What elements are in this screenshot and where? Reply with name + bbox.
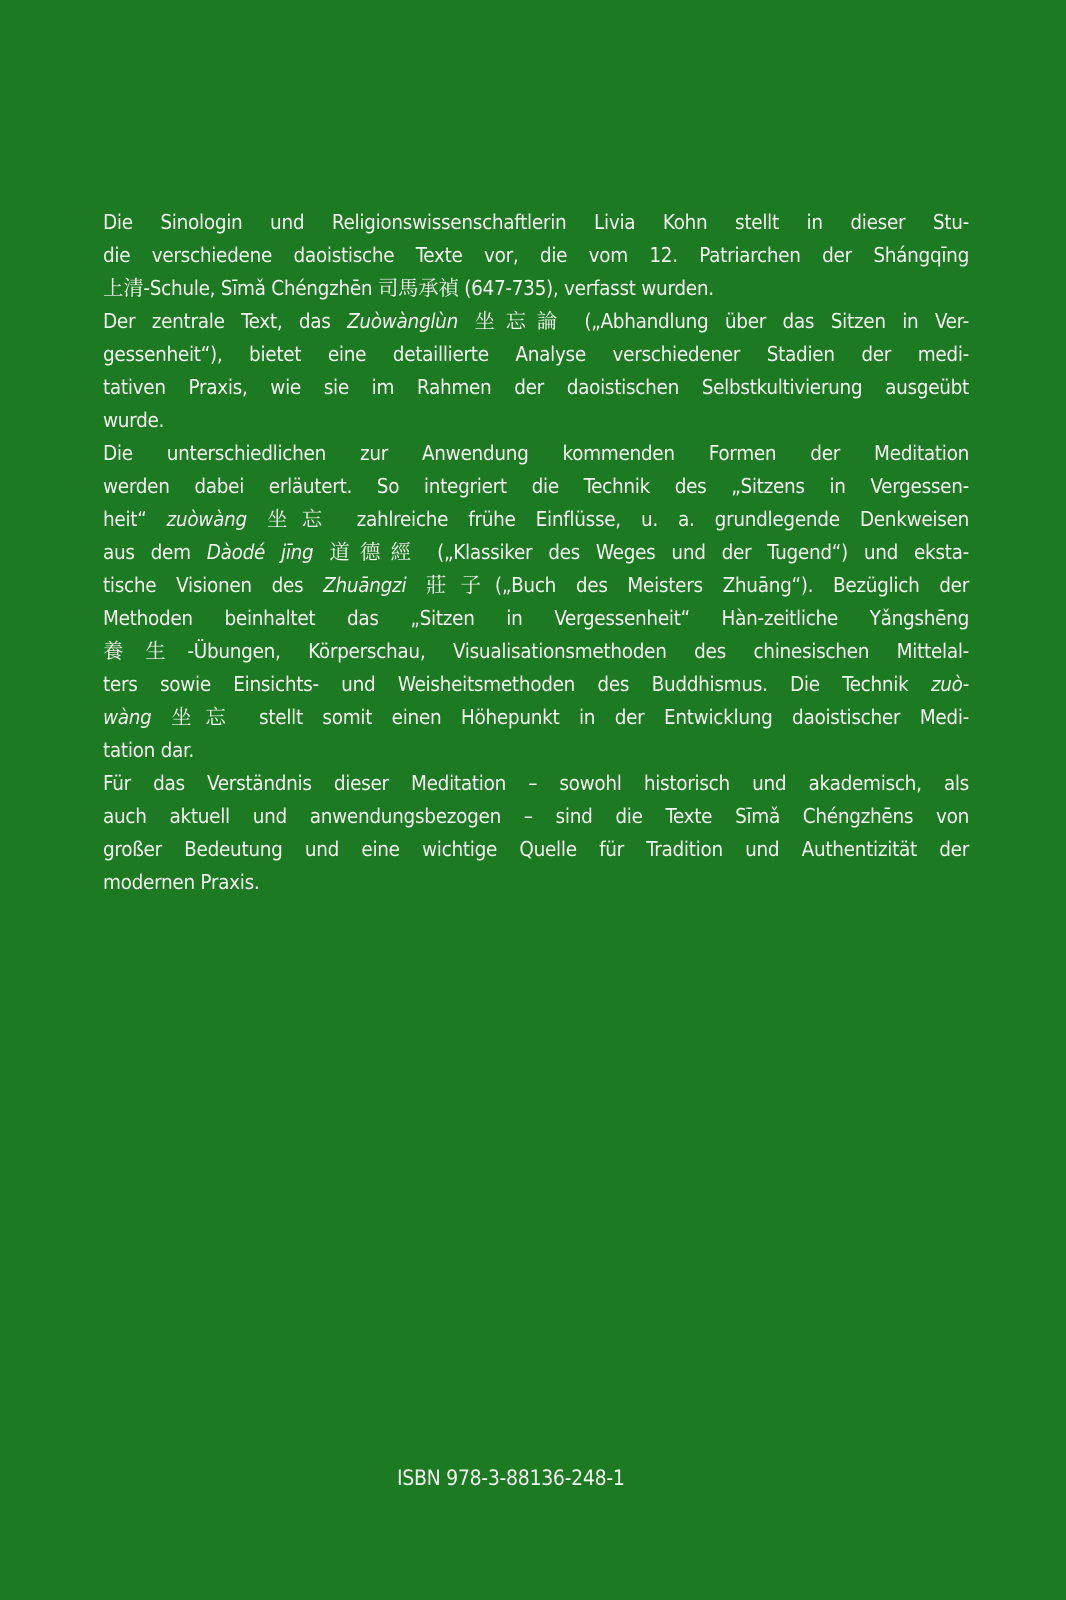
text-line bbox=[103, 272, 969, 305]
text-line bbox=[103, 371, 969, 404]
text-line bbox=[103, 437, 969, 470]
text-line bbox=[103, 470, 969, 503]
text-line bbox=[103, 701, 969, 734]
text-segment: modernen Praxis. bbox=[103, 870, 260, 894]
back-cover-blurb bbox=[103, 206, 969, 899]
italic-term: zuò- bbox=[930, 672, 969, 696]
italic-term: wàng bbox=[103, 705, 152, 729]
italic-term: Dàodé jīng bbox=[206, 540, 314, 564]
text-line bbox=[103, 635, 969, 668]
text-segment: 道德經 („Klassiker des Weges und der Tugend“) und ekstа- bbox=[313, 540, 969, 564]
text-line bbox=[103, 206, 969, 239]
text-segment: Der zentrale Text, das bbox=[103, 309, 348, 333]
text-segment: 上清-Schule, Sīmǎ Chéngzhēn 司馬承禎 (647-735), verfasst wurden. bbox=[103, 276, 714, 300]
text-segment: heit“ bbox=[103, 507, 167, 531]
text-line bbox=[103, 833, 969, 866]
text-segment: Für das Verständnis dieser Meditation – sowohl historisch und akademisch, als bbox=[103, 771, 969, 795]
text-segment: ters sowie Einsichts- und Weisheitsmethoden des Buddhismus. Die Technik bbox=[103, 672, 931, 696]
text-segment: tation dar. bbox=[103, 738, 194, 762]
text-segment: 坐忘 stellt somit einen Höhepunkt in der Entwicklung daoistischer Medi- bbox=[151, 705, 969, 729]
isbn-number: ISBN 978-3-88136-248-1 bbox=[397, 1466, 625, 1490]
italic-term: zuòwàng bbox=[166, 507, 247, 531]
text-line bbox=[103, 503, 969, 536]
text-line bbox=[103, 602, 969, 635]
text-segment: wurde. bbox=[103, 408, 165, 432]
text-segment: tische Visionen des bbox=[103, 573, 324, 597]
text-segment: 莊子(„Buch des Meisters Zhuāng“). Bezüglich der bbox=[406, 573, 969, 597]
paragraph bbox=[103, 206, 969, 305]
text-segment: gessenheit“), bietet eine detaillierte Analyse verschiedener Stadien der medi- bbox=[103, 342, 969, 366]
text-line bbox=[103, 305, 969, 338]
text-segment: werden dabei erläutert. So integriert die Technik des „Sitzens in Vergessen- bbox=[103, 474, 969, 498]
text-segment: 坐忘 zahlreiche frühe Einflüsse, u. a. grundlegende Denkweisen bbox=[246, 507, 969, 531]
text-segment: auch aktuell und anwendungsbezogen – sind die Texte Sīmǎ Chéngzhēns von bbox=[103, 804, 969, 828]
paragraph bbox=[103, 767, 969, 899]
text-line bbox=[103, 239, 969, 272]
text-line bbox=[103, 800, 969, 833]
paragraph bbox=[103, 305, 969, 437]
text-line bbox=[103, 668, 969, 701]
italic-term: Zuòwànglùn bbox=[347, 309, 458, 333]
text-line bbox=[103, 734, 969, 767]
text-line bbox=[103, 569, 969, 602]
text-segment: die verschiedene daoistische Texte vor, die vom 12. Patriarchen der Shángqīng bbox=[103, 243, 969, 267]
text-segment: Die Sinologin und Religionswissenschaftlerin Livia Kohn stellt in dieser Stu- bbox=[103, 210, 969, 234]
text-segment: großer Bedeutung und eine wichtige Quelle für Tradition und Authentizität der bbox=[103, 837, 969, 861]
text-line bbox=[103, 404, 969, 437]
text-line bbox=[103, 536, 969, 569]
paragraph bbox=[103, 437, 969, 767]
text-line bbox=[103, 866, 969, 899]
text-line bbox=[103, 767, 969, 800]
text-segment: Die unterschiedlichen zur Anwendung kommenden Formen der Meditation bbox=[103, 441, 969, 465]
italic-term: Zhuāngzi bbox=[323, 573, 407, 597]
text-segment: Methoden beinhaltet das „Sitzen in Vergessenheit“ Hàn-zeitliche Yǎngshēng bbox=[103, 606, 969, 630]
text-segment: 養生-Übungen, Körperschau, Visualisationsmethoden des chinesischen Mittelal- bbox=[103, 639, 969, 663]
text-line bbox=[103, 338, 969, 371]
text-segment: 坐忘論 („Abhandlung über das Sitzen in Ver- bbox=[457, 309, 969, 333]
text-segment: aus dem bbox=[103, 540, 207, 564]
text-segment: tativen Praxis, wie sie im Rahmen der daoistischen Selbstkultivierung ausgeübt bbox=[103, 375, 969, 399]
